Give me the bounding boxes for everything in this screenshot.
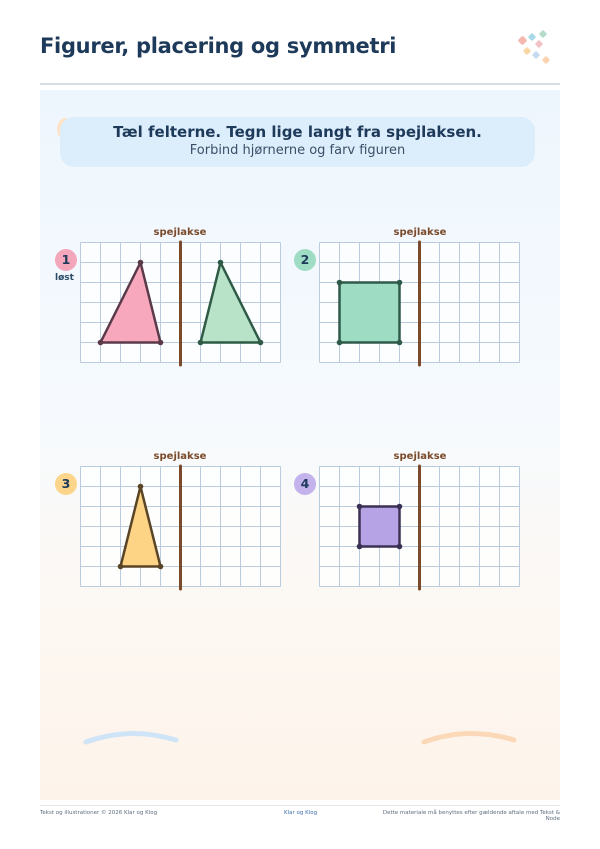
page-title: Figurer, placering og symmetri [40,34,397,58]
square-shape-vertex [397,280,403,286]
square-shape-vertex [397,504,403,510]
instruction-subtitle: Forbind hjørnerne og farv figuren [189,143,406,158]
square-shape-vertex [357,544,363,550]
decorative-arc [420,724,520,748]
instruction-title: Tæl felterne. Tegn lige langt fra spejlaksen. [113,123,482,141]
footer-license: Dette materiale må benyttes efter gældende aftale med Tekst & Node [382,810,560,822]
mirror-axis-label: spejlakse [393,451,447,462]
square-shape-vertex [337,280,343,286]
mirror-axis-label: spejlakse [153,451,207,462]
triangle-shape-vertex [138,484,144,490]
square-shape-vertex [397,340,403,346]
exercise-grid-4[interactable] [319,466,520,591]
triangle-shape-vertex [98,340,104,346]
mirrored-triangle-vertex [218,260,224,266]
exercise-number-badge: 4 [294,473,316,495]
triangle-shape-vertex [158,340,164,346]
square-shape-vertex [357,504,363,510]
instruction-banner [60,117,535,167]
header-divider [40,83,560,85]
mirrored-triangle-vertex [258,340,264,346]
exercise-grid-3[interactable] [80,466,281,591]
worksheet-background [40,90,560,800]
footer-divider [40,805,560,806]
square-shape-vertex [337,340,343,346]
exercise-number-badge: 3 [55,473,77,495]
square-shape [360,507,400,547]
decorative-arc [82,724,182,748]
mirror-axis-label: spejlakse [393,227,447,238]
logo-icon [515,28,555,68]
solved-label: løst [55,273,74,283]
triangle-shape-vertex [158,564,164,570]
exercise-number-badge: 1 [55,249,77,271]
triangle-shape-vertex [138,260,144,266]
square-shape [340,283,400,343]
square-shape-vertex [397,544,403,550]
triangle-shape-vertex [118,564,124,570]
exercise-number-badge: 2 [294,249,316,271]
exercise-grid-2[interactable] [319,242,520,367]
footer-copyright: Tekst og illustrationer © 2026 Klar og Klog [40,810,158,816]
mirrored-triangle-vertex [198,340,204,346]
exercise-grid-1[interactable] [80,242,281,367]
footer-brand-link[interactable]: Klar og Klog [284,810,318,816]
mirror-axis-label: spejlakse [153,227,207,238]
